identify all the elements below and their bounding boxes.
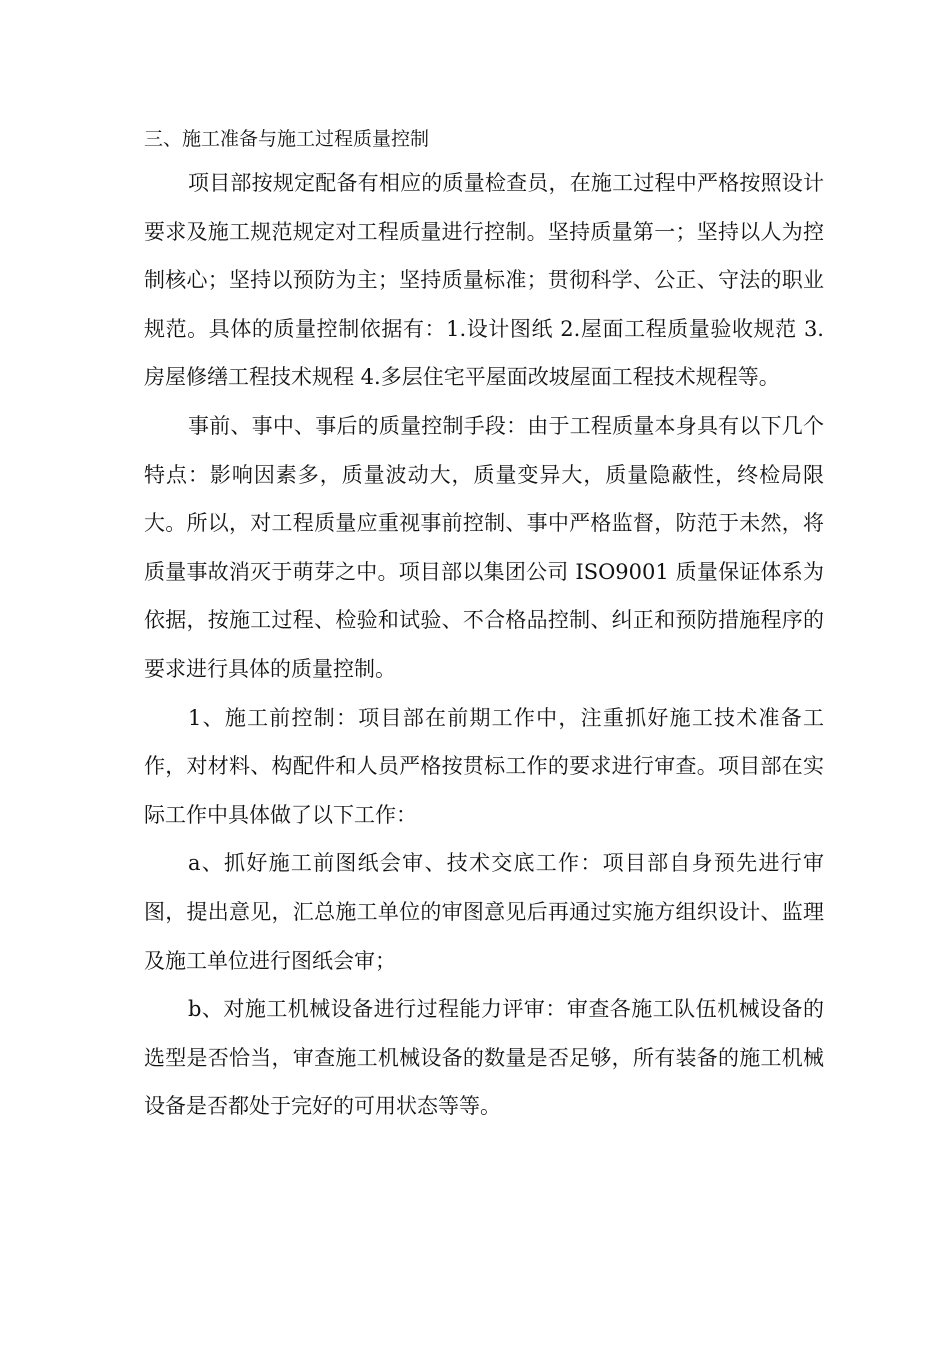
section-heading: 三、施工准备与施工过程质量控制 <box>144 128 430 150</box>
document-body <box>144 119 824 1131</box>
paragraph-quality-staff: 项目部按规定配备有相应的质量检查员，在施工过程中严格按照设计要求及施工规范规定对工程质量进行控制。坚持质量第一；坚持以人为控制核心；坚持以预防为主；坚持质量标准；贯彻科学、公正、守法的职业规范。具体的质量控制依据有：1.设计图纸 2.屋面工程质量验收规范 3.房屋修缮工程技术规程 4.多层住宅平屋面改坡屋面工程技术规程等。 <box>144 171 824 390</box>
paragraph-control-means: 事前、事中、事后的质量控制手段：由于工程质量本身具有以下几个特点：影响因素多，质量波动大，质量变异大，质量隐蔽性，终检局限大。所以，对工程质量应重视事前控制、事中严格监督，防范于未然，将质量事故消灭于萌芽之中。项目部以集团公司 ISO9001 质量保证体系为依据，按施工过程、检验和试验、不合格品控制、纠正和预防措施程序的要求进行具体的质量控制。 <box>144 413 824 681</box>
paragraph-drawing-review: a、抓好施工前图纸会审、技术交底工作：项目部自身预先进行审图，提出意见，汇总施工单位的审图意见后再通过实施方组织设计、监理及施工单位进行图纸会审； <box>144 851 824 973</box>
paragraph-pre-construction: 1、施工前控制：项目部在前期工作中，注重抓好施工技术准备工作，对材料、构配件和人员严格按贯标工作的要求进行审查。项目部在实际工作中具体做了以下工作： <box>144 705 824 827</box>
paragraph-equipment-review: b、对施工机械设备进行过程能力评审：审查各施工队伍机械设备的选型是否恰当，审查施工机械设备的数量是否足够，所有装备的施工机械设备是否都处于完好的可用状态等等。 <box>144 997 824 1119</box>
